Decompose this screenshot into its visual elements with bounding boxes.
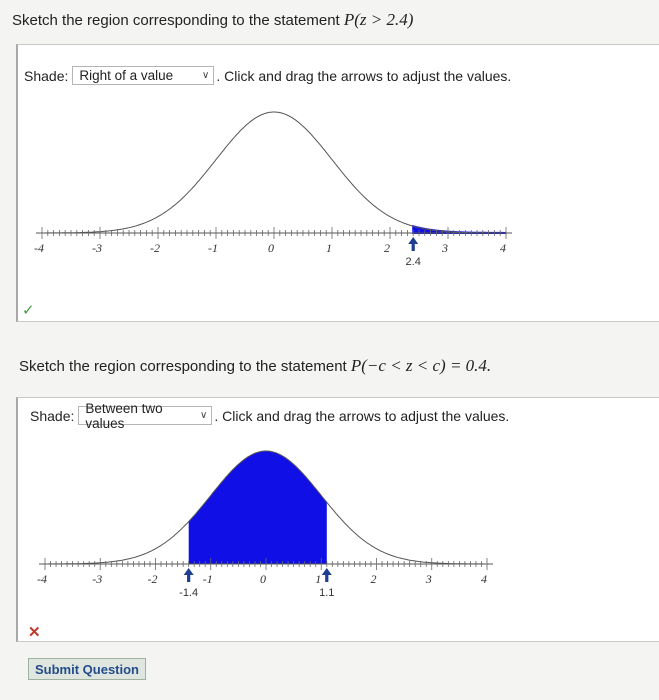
submit-question-button[interactable]: Submit Question	[28, 658, 146, 680]
shade-select-value: Between two values	[85, 400, 163, 431]
problem1-heading	[12, 10, 413, 30]
x-tick-label: -2	[150, 241, 160, 255]
instruction-text: . Click and drag the arrows to adjust the values.	[214, 407, 510, 424]
x-tick-labels	[37, 572, 487, 586]
x-tick-label: -2	[147, 572, 158, 586]
x-tick-label: 4	[500, 241, 506, 255]
drag-arrow-icon	[184, 568, 194, 582]
x-tick-label: -4	[37, 572, 47, 586]
x-tick-label: -3	[92, 572, 103, 586]
shaded-region	[189, 451, 327, 564]
chevron-down-icon: ∨	[202, 70, 210, 81]
chevron-down-icon: ∨	[200, 410, 208, 421]
problem2-heading	[19, 356, 491, 376]
x-tick-label: -1	[202, 572, 213, 586]
density-curve	[42, 112, 506, 233]
x-tick-label: 1	[315, 572, 322, 586]
x-tick-label: 3	[442, 241, 448, 255]
x-tick-label: 0	[260, 572, 266, 586]
problem1-statement: Sketch the region corresponding to the statement	[12, 12, 340, 29]
x-tick-label: 2	[384, 241, 390, 255]
x-tick-label: 4	[481, 572, 487, 586]
drag-arrow-icon	[408, 237, 418, 251]
x-tick-labels	[34, 241, 506, 255]
shade-label: Shade:	[24, 67, 69, 84]
handle-value-label: 2.4	[405, 256, 421, 268]
handles	[406, 237, 421, 268]
x-tick-label: -3	[92, 241, 102, 255]
x-tick-label: 3	[425, 572, 432, 586]
normal-curve-chart	[18, 45, 659, 323]
problem2-panel	[16, 397, 659, 642]
x-tick-label: -1	[208, 241, 218, 255]
x-tick-label: 0	[268, 241, 274, 255]
x-axis	[36, 227, 512, 239]
normal-curve-chart	[18, 398, 659, 643]
problem1-math: P(z > 2.4)	[343, 10, 414, 29]
cross-icon: ✕	[28, 624, 41, 641]
x-axis	[39, 558, 493, 570]
instruction-text: . Click and drag the arrows to adjust the values.	[216, 67, 512, 84]
x-tick-label: 2	[370, 572, 377, 586]
check-icon: ✓	[22, 302, 35, 319]
handle-value-label: 1.1	[319, 587, 335, 599]
x-tick-label: -4	[34, 241, 44, 255]
problem1-panel	[16, 44, 659, 322]
shade-label: Shade:	[30, 407, 75, 424]
problem2-math: P(−c < z < c) = 0.4.	[350, 356, 492, 375]
x-tick-label: 1	[326, 241, 332, 255]
handle-value-label: -1.4	[179, 587, 199, 599]
problem2-statement: Sketch the region corresponding to the statement	[19, 358, 347, 375]
drag-arrow-icon	[322, 568, 332, 582]
shade-select-value: Right of a value	[79, 68, 174, 83]
